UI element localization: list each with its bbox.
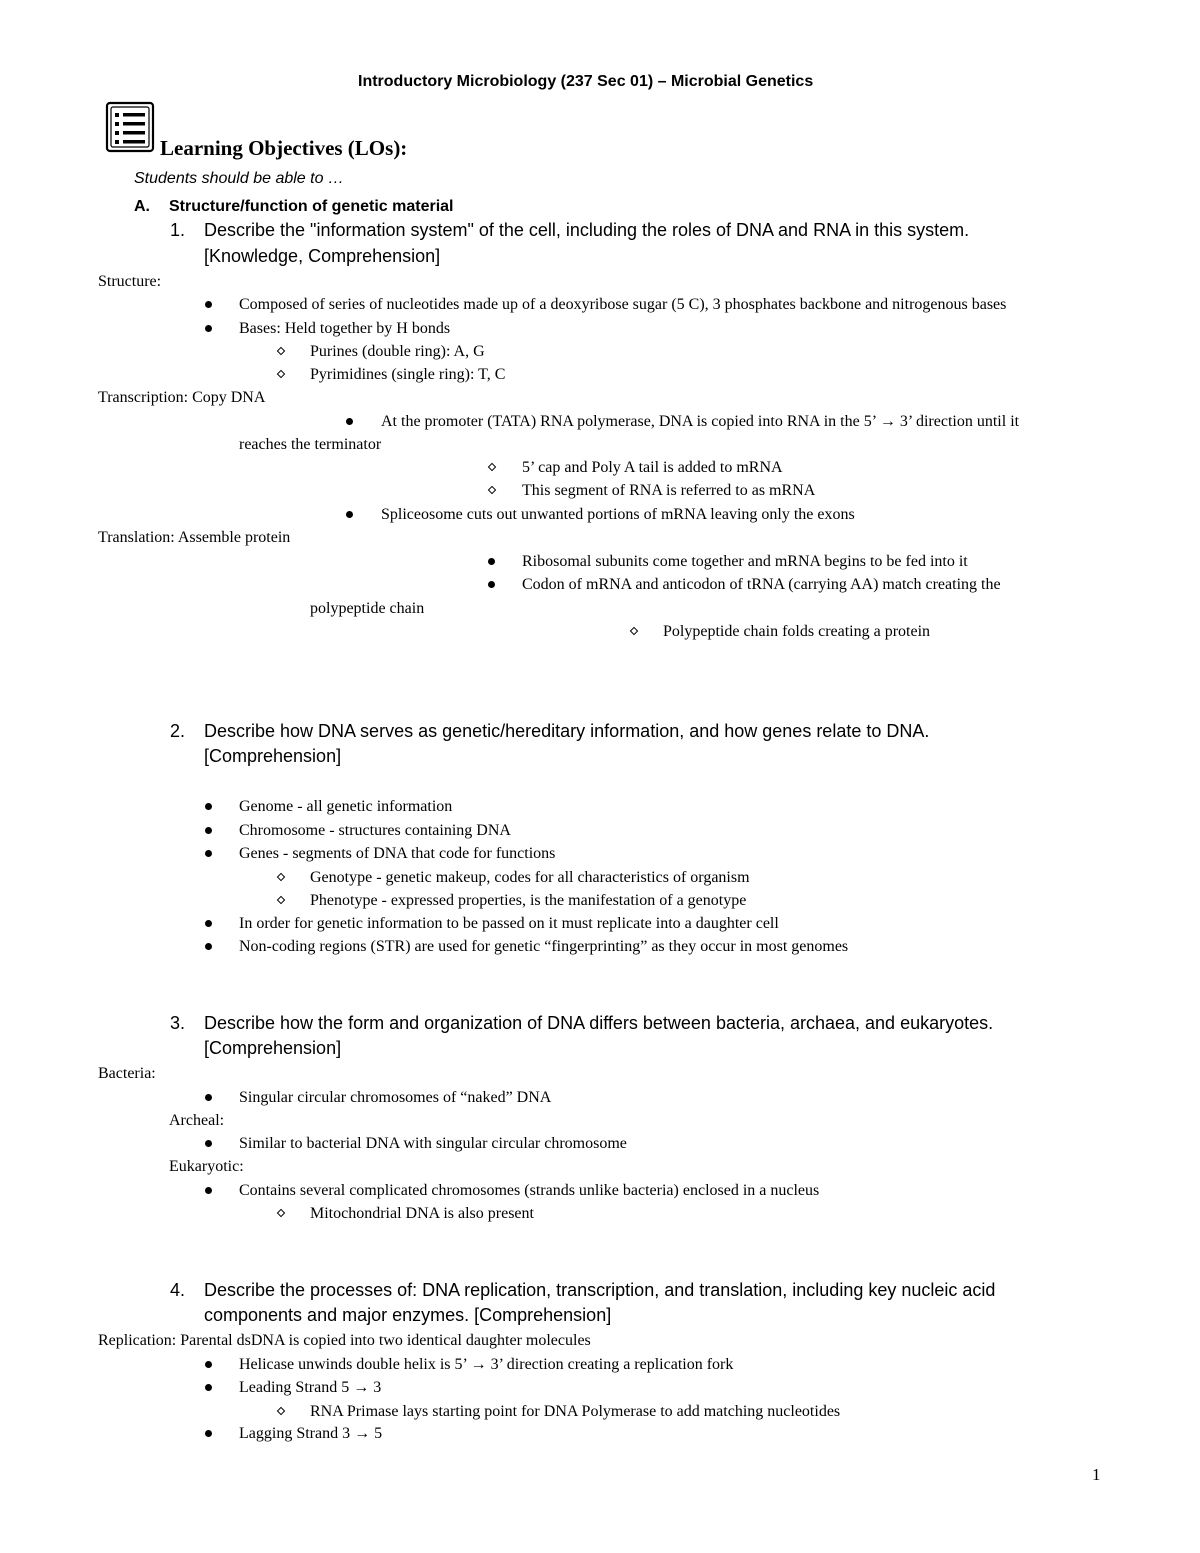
list-item: Genes - segments of DNA that code for functions: [239, 845, 556, 862]
bullet-icon: [488, 558, 495, 565]
objective-4-number: 4.: [170, 1280, 186, 1300]
archeal-label: Archeal:: [169, 1112, 225, 1129]
bullet-icon: [205, 1361, 212, 1368]
bullet-icon: [205, 325, 212, 332]
replication-label: Replication: Parental dsDNA is copied into two identical daughter molecules: [98, 1332, 591, 1349]
diamond-bullet-icon: [277, 1407, 285, 1415]
diamond-bullet-icon: [277, 1209, 285, 1217]
list-item: Contains several complicated chromosomes (strands unlike bacteria) enclosed in a nucleus: [239, 1182, 820, 1199]
bullet-icon: [205, 943, 212, 950]
structure-label: Structure:: [98, 273, 162, 290]
diamond-bullet-icon: [277, 370, 285, 378]
objective-4-text-cont: components and major enzymes. [Comprehension]: [204, 1305, 612, 1325]
objective-3-text: Describe how the form and organization of DNA differs between bacteria, archaea, and eukaryotes.: [204, 1013, 994, 1033]
diamond-bullet-icon: [277, 896, 285, 904]
list-item: Non-coding regions (STR) are used for genetic “fingerprinting” as they occur in most genomes: [239, 938, 849, 955]
list-item: Mitochondrial DNA is also present: [310, 1205, 534, 1222]
list-document-icon: [105, 101, 155, 153]
bacteria-label: Bacteria:: [98, 1065, 156, 1082]
list-item: Helicase unwinds double helix is 5’ → 3’ direction creating a replication fork: [239, 1356, 734, 1373]
bullet-icon: [205, 301, 212, 308]
translation-label: Translation: Assemble protein: [98, 529, 291, 546]
list-item: Genome - all genetic information: [239, 798, 453, 815]
bullet-icon: [205, 1187, 212, 1194]
page-number: 1: [1092, 1465, 1101, 1484]
bullet-icon: [205, 1384, 212, 1391]
diamond-bullet-icon: [277, 873, 285, 881]
list-item: Spliceosome cuts out unwanted portions of mRNA leaving only the exons: [381, 506, 855, 523]
diamond-bullet-icon: [488, 463, 496, 471]
objective-2-text: Describe how DNA serves as genetic/hereditary information, and how genes relate to DNA.: [204, 721, 930, 741]
list-item-cont: polypeptide chain: [310, 600, 425, 617]
list-item: RNA Primase lays starting point for DNA Polymerase to add matching nucleotides: [310, 1403, 841, 1420]
list-item: Composed of series of nucleotides made up of a deoxyribose sugar (5 C), 3 phosphates backbone and nitrogenous bases: [239, 296, 1007, 313]
eukaryotic-label: Eukaryotic:: [169, 1158, 244, 1175]
list-item-cont: reaches the terminator: [239, 436, 382, 453]
bullet-icon: [205, 1094, 212, 1101]
list-item: Pyrimidines (single ring): T, C: [310, 366, 506, 383]
intro-text: Students should be able to …: [134, 170, 344, 187]
bullet-icon: [205, 803, 212, 810]
diamond-bullet-icon: [630, 627, 638, 635]
objective-4-text: Describe the processes of: DNA replication, transcription, and translation, including key nucleic acid: [204, 1280, 996, 1300]
list-item: Similar to bacterial DNA with singular circular chromosome: [239, 1135, 627, 1152]
bullet-icon: [205, 850, 212, 857]
objective-3-number: 3.: [170, 1013, 186, 1033]
objective-2-text-cont: [Comprehension]: [204, 746, 342, 766]
list-item: Lagging Strand 3 → 5: [239, 1425, 383, 1442]
list-item: Phenotype - expressed properties, is the manifestation of a genotype: [310, 892, 747, 909]
bullet-icon: [205, 920, 212, 927]
list-item: Chromosome - structures containing DNA: [239, 822, 511, 839]
list-item: Purines (double ring): A, G: [310, 343, 485, 360]
diamond-bullet-icon: [277, 347, 285, 355]
list-item: This segment of RNA is referred to as mRNA: [522, 482, 816, 499]
list-item: In order for genetic information to be passed on it must replicate into a daughter cell: [239, 915, 779, 932]
objective-1-text-cont: [Knowledge, Comprehension]: [204, 246, 441, 266]
list-item: Codon of mRNA and anticodon of tRNA (carrying AA) match creating the: [522, 576, 1001, 593]
objective-2-number: 2.: [170, 721, 186, 741]
page-title: Introductory Microbiology (237 Sec 01) – Microbial Genetics: [358, 73, 814, 90]
bullet-icon: [205, 827, 212, 834]
list-item: Genotype - genetic makeup, codes for all characteristics of organism: [310, 869, 750, 886]
list-item: At the promoter (TATA) RNA polymerase, DNA is copied into RNA in the 5’ → 3’ direction until it: [381, 413, 1020, 430]
bullet-icon: [346, 511, 353, 518]
bullet-icon: [205, 1140, 212, 1147]
section-a-letter: A.: [134, 198, 150, 215]
objective-1-text: Describe the "information system" of the cell, including the roles of DNA and RNA in this system.: [204, 220, 970, 240]
transcription-label: Transcription: Copy DNA: [98, 389, 266, 406]
list-item: Singular circular chromosomes of “naked” DNA: [239, 1089, 552, 1106]
list-item: Ribosomal subunits come together and mRNA begins to be fed into it: [522, 553, 968, 570]
list-item: Polypeptide chain folds creating a protein: [663, 623, 931, 640]
objective-3-text-cont: [Comprehension]: [204, 1038, 342, 1058]
objective-1-number: 1.: [170, 220, 186, 240]
bullet-icon: [488, 581, 495, 588]
list-item: Leading Strand 5 → 3: [239, 1379, 382, 1396]
section-a-title: Structure/function of genetic material: [169, 198, 454, 215]
diamond-bullet-icon: [488, 486, 496, 494]
learning-objectives-heading: Learning Objectives (LOs):: [160, 136, 408, 160]
bullet-icon: [346, 418, 353, 425]
list-item: Bases: Held together by H bonds: [239, 320, 451, 337]
bullet-icon: [205, 1430, 212, 1437]
list-item: 5’ cap and Poly A tail is added to mRNA: [522, 459, 783, 476]
